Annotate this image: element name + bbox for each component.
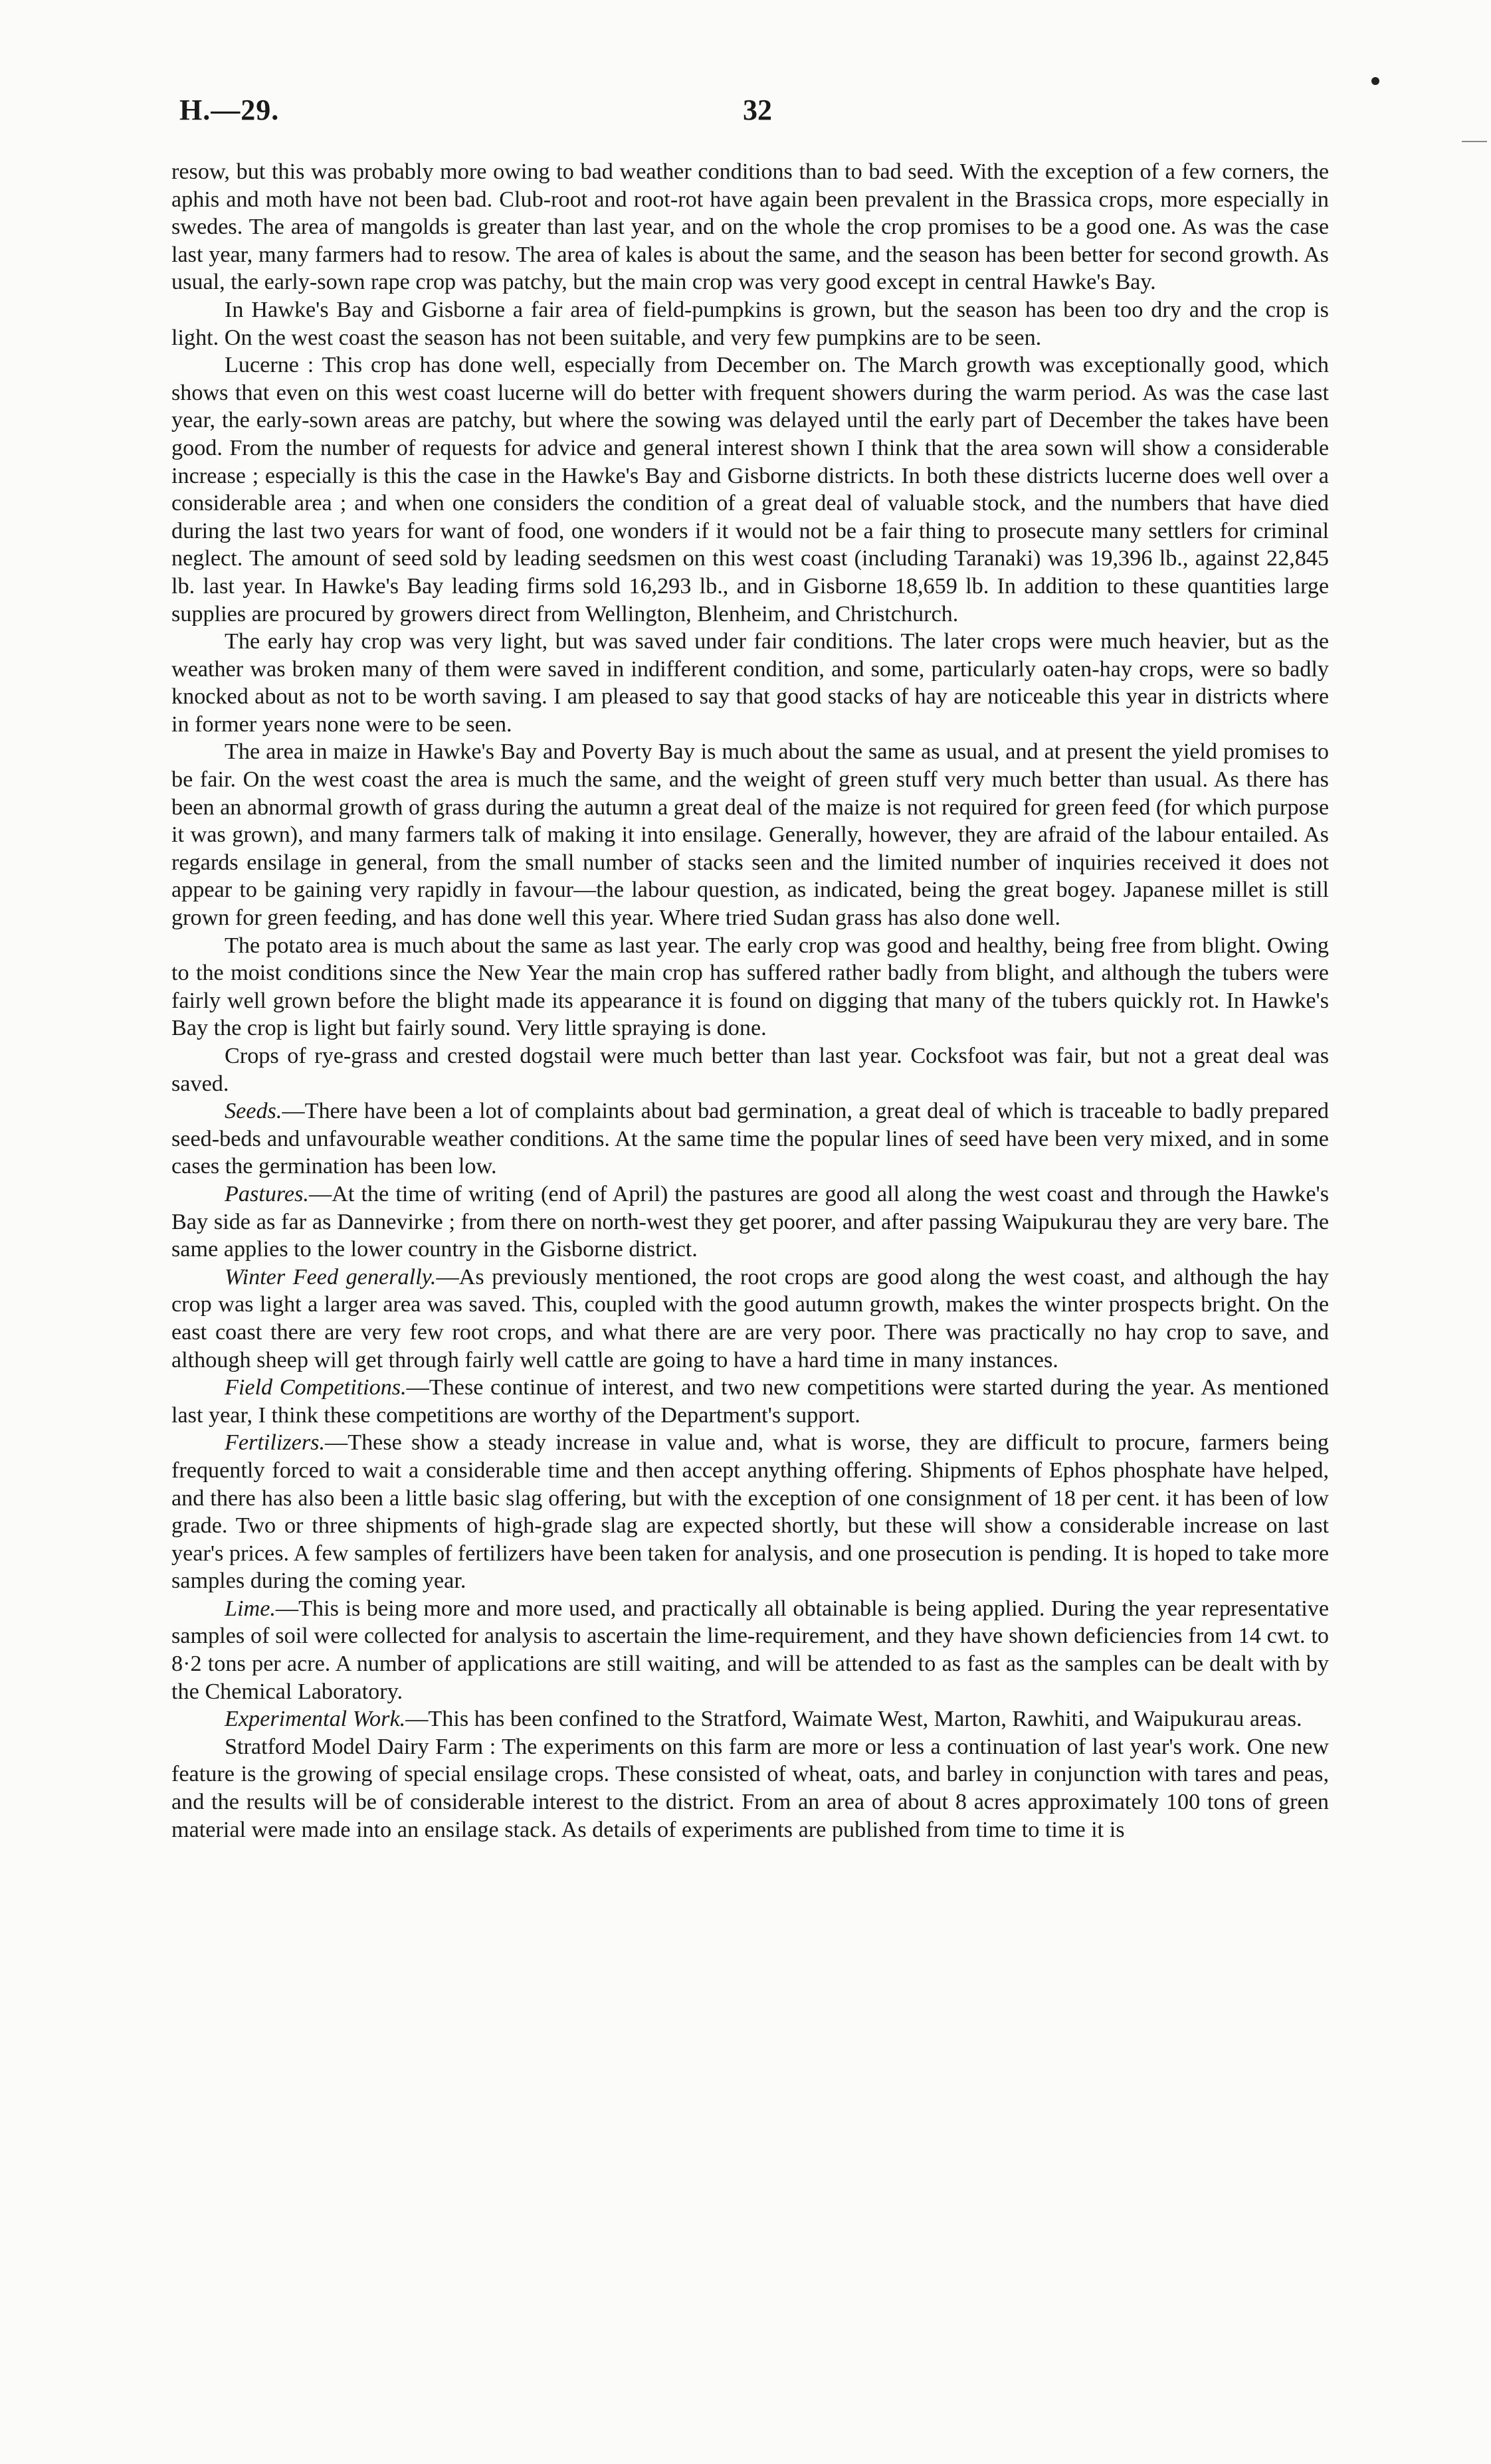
heading-field-competitions: Field Competitions. [225, 1375, 407, 1400]
document-reference: H.—29. [179, 94, 280, 126]
paragraph-field-competitions: Field Competitions.—These continue of interest, and two new competitions were started during the year. As mentioned last year, I think these competitions are worthy of the Department's support. [171, 1375, 1329, 1428]
paragraph-fertilizers: Fertilizers.—These show a steady increase in value and, what is worse, they are difficult to procure, farmers being frequently forced to wait a considerable time and then accept anything offering. Shipments of Ephos phosphate have helped, and there has also been a little basic slag offering, but with the exception of one consignment of 18 per cent. it has been of low grade. Two or three shipments of high-grade slag are expected shortly, but these will show a considerable increase on last year's prices. A few samples of fertilizers have been taken for analysis, and one prosecution is pending. It is hoped to take more samples during the coming year. [171, 1430, 1329, 1594]
heading-lime: Lime. [225, 1596, 276, 1621]
paragraph-continued: resow, but this was probably more owing to bad weather conditions than to bad seed. With the exception of a few corners, the aphis and moth have not been bad. Club-root and root-rot have again been prevalent in the Brassica crops, more especially in swedes. The area of mangolds is greater than last year, and on the whole the crop promises to be a good one. As was the case last year, many farmers had to resow. The area of kales is about the same, and the season has been better for second growth. As usual, the early-sown rape crop was patchy, but the main crop was very good except in central Hawke's Bay. [171, 159, 1329, 295]
paragraph-winter-feed: Winter Feed generally.—As previously mentioned, the root crops are good along the west coast, and although the hay crop was light a larger area was saved. This, coupled with the good autumn growth, makes the winter prospects bright. On the east coast there are very few root crops, and what there are are very poor. There was practically no hay crop to save, and although sheep will get through fairly well cattle are going to have a hard time in many instances. [171, 1264, 1329, 1373]
heading-fertilizers: Fertilizers. [225, 1430, 325, 1456]
heading-experimental-work: Experimental Work. [225, 1707, 406, 1732]
edge-mark [1462, 141, 1487, 142]
paragraph-lime: Lime.—This is being more and more used, and practically all obtainable is being applied. During the year representative samples of soil were collected for analysis to ascertain the lime-requirement, and they have shown deficiencies from 14 cwt. to 8·2 tons per acre. A number of applications are still waiting, and will be attended to as fast as the samples can be dealt with by the Chemical Laboratory. [171, 1596, 1329, 1704]
paragraph-experimental-work: Experimental Work.—This has been confined to the Stratford, Waimate West, Marton, Rawhiti, and Waipukurau areas. [225, 1707, 1302, 1732]
paragraph-rye-grass: Crops of rye-grass and crested dogstail were much better than last year. Cocksfoot was fair, but not a great deal was saved. [171, 1044, 1329, 1096]
paragraph-seeds: Seeds.—There have been a lot of complaints about bad germination, a great deal of which is traceable to badly prepared seed-beds and unfavourable weather conditions. At the same time the popular lines of seed have been very mixed, and in some cases the germination has been low. [171, 1099, 1329, 1179]
paragraph-maize: The area in maize in Hawke's Bay and Poverty Bay is much about the same as usual, and at present the yield promises to be fair. On the west coast the area is much the same, and the weight of green stuff very much better than usual. As there has been an abnormal growth of grass during the autumn a great deal of the maize is not required for green feed (for which purpose it was grown), and many farmers talk of making it into ensilage. Generally, however, they are afraid of the labour entailed. As regards ensilage in general, from the small number of stacks seen and the limited number of inquiries received it does not appear to be gaining very rapidly in favour—the labour question, as indicated, being the great bogey. Japanese millet is still grown for green feeding, and has done well this year. Where tried Sudan grass has also done well. [171, 739, 1329, 931]
paragraph-hay: The early hay crop was very light, but was saved under fair conditions. The later crops were much heavier, but as the weather was broken many of them were saved in indifferent condition, and some, particularly oaten-hay crops, were so badly knocked about as not to be worth saving. I am pleased to say that good stacks of hay are noticeable this year in districts where in former years none were to be seen. [171, 629, 1329, 737]
body-text [171, 158, 1329, 1844]
paragraph-lucerne: Lucerne : This crop has done well, especially from December on. The March growth was exceptionally good, which shows that even on this west coast lucerne will do better with frequent showers during the warm period. As was the case last year, the early-sown areas are patchy, but where the sowing was delayed until the early part of December the takes have been good. From the number of requests for advice and general interest shown I think that the area sown will show a considerable increase ; especially is this the case in the Hawke's Bay and Gisborne districts. In both these districts lucerne does well over a considerable area ; and when one considers the condition of a great deal of valuable stock, and the numbers that have died during the last two years for want of food, one wonders if it would not be a fair thing to prosecute many settlers for criminal neglect. The amount of seed sold by leading seedsmen on this west coast (including Taranaki) was 19,396 lb., against 22,845 lb. last year. In Hawke's Bay leading firms sold 16,293 lb., and in Gisborne 18,659 lb. In addition to these quantities large supplies are procured by growers direct from Wellington, Blenheim, and Christchurch. [171, 353, 1329, 626]
margin-dot-mark [1371, 77, 1379, 85]
paragraph-pastures: Pastures.—At the time of writing (end of April) the pastures are good all along the west coast and through the Hawke's Bay side as far as Dannevirke ; from there on north-west they get poorer, and after passing Waipukurau they are very bare. The same applies to the lower country in the Gisborne district. [171, 1181, 1329, 1262]
paragraph-stratford: Stratford Model Dairy Farm : The experiments on this farm are more or less a continuation of last year's work. One new feature is the growing of special ensilage crops. These consisted of wheat, oats, and barley in conjunction with tares and peas, and the results will be of considerable interest to the district. From an area of about 8 acres approximately 100 tons of green material were made into an ensilage stack. As details of experiments are published from time to time it is [171, 1734, 1329, 1842]
paragraph-pumpkins: In Hawke's Bay and Gisborne a fair area of field-pumpkins is grown, but the season has been too dry and the crop is light. On the west coast the season has not been suitable, and very few pumpkins are to be seen. [171, 297, 1329, 350]
heading-winter-feed: Winter Feed generally. [225, 1264, 437, 1289]
page-number: 32 [743, 94, 772, 126]
heading-pastures: Pastures. [225, 1181, 309, 1206]
paragraph-potato: The potato area is much about the same as last year. The early crop was good and healthy, being free from blight. Owing to the moist conditions since the New Year the main crop has suffered rather badly from blight, and although the tubers were fairly well grown before the blight made its appearance it is found on digging that many of the tubers quickly rot. In Hawke's Bay the crop is light but fairly sound. Very little spraying is done. [171, 933, 1329, 1041]
heading-seeds: Seeds. [225, 1099, 282, 1124]
